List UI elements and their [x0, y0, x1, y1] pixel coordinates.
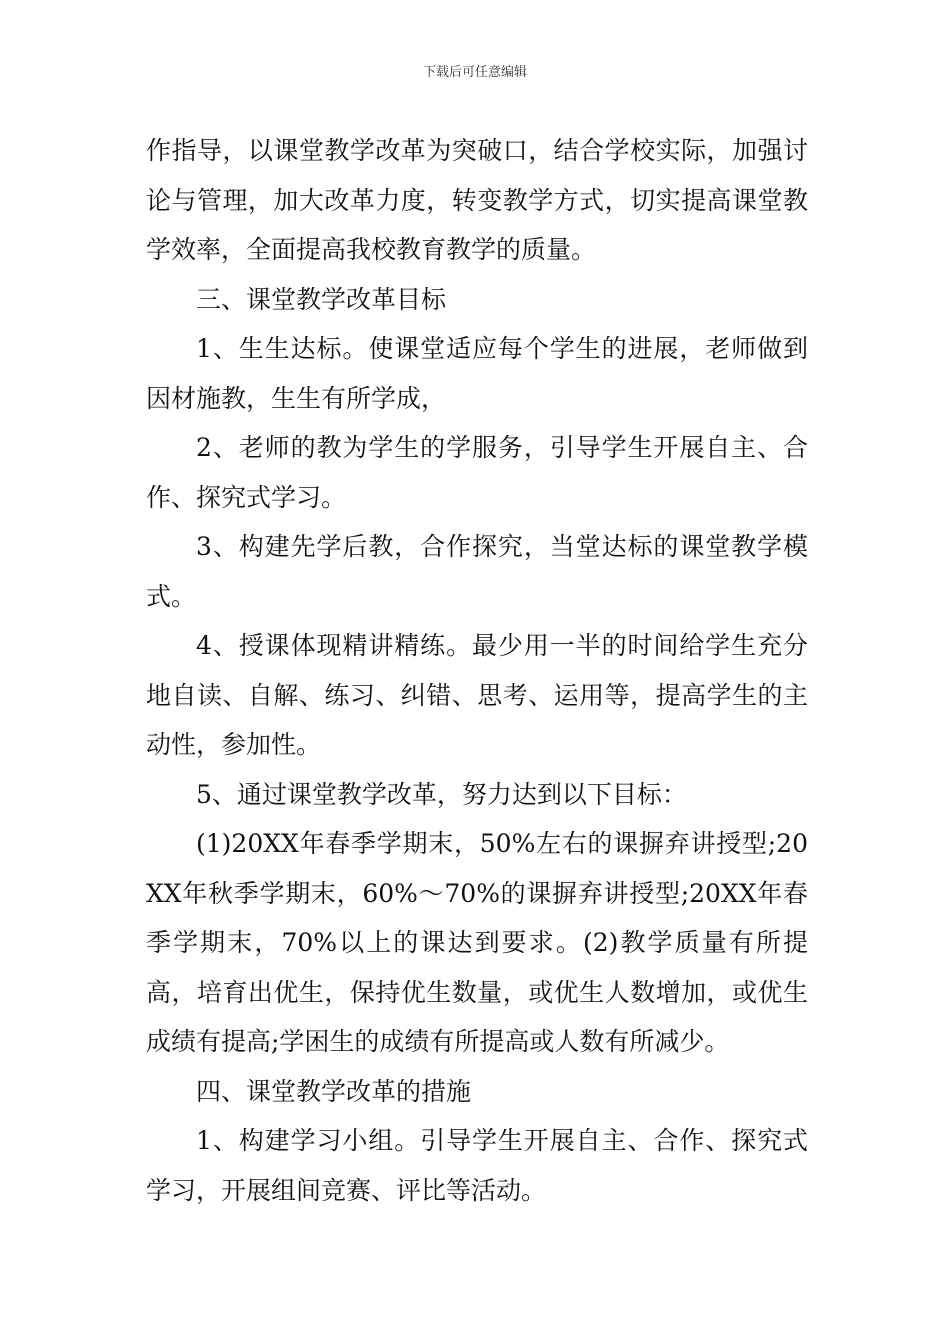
- goal-item-1: 1、生生达标。使课堂适应每个学生的进展，老师做到因材施教，生生有所学成，: [146, 334, 808, 413]
- goal-item-3: 3、构建先学后教，合作探究，当堂达标的课堂教学模式。: [146, 532, 808, 611]
- goal-item-5-details: (1)20XX年春季学期末，50%左右的课摒弃讲授型;20XX年秋季学期末，60%～70%的课摒弃讲授型;20XX年春季学期末，70%以上的课达到要求。(2)教学质量有所提高，培育出优生，保持优生数量，或优生人数增加，或优生成绩有提高;学困生的成绩有所提高或人数有所减少。: [146, 829, 808, 1056]
- page-header: 下载后可任意编辑: [422, 65, 527, 80]
- section-heading-goals: 三、课堂教学改革目标: [196, 284, 447, 314]
- measure-item-1: 1、构建学习小组。引导学生开展自主、合作、探究式学习，开展组间竞赛、评比等活动。: [146, 1126, 808, 1205]
- goal-item-2: 2、老师的教为学生的学服务，引导学生开展自主、合作、探究式学习。: [146, 433, 808, 512]
- goal-item-4: 4、授课体现精讲精练。最少用一半的时间给学生充分地自读、自解、练习、纠错、思考、运用等，提高学生的主动性，参加性。: [146, 631, 808, 759]
- paragraph-continuation: 作指导，以课堂教学改革为突破口，结合学校实际，加强讨论与管理，加大改革力度，转变教学方式，切实提高课堂教学效率，全面提高我校教育教学的质量。: [146, 136, 808, 264]
- goal-item-5: 5、通过课堂教学改革，努力达到以下目标：: [196, 779, 687, 809]
- section-heading-measures: 四、课堂教学改革的措施: [196, 1076, 472, 1106]
- document-body: [146, 126, 808, 1215]
